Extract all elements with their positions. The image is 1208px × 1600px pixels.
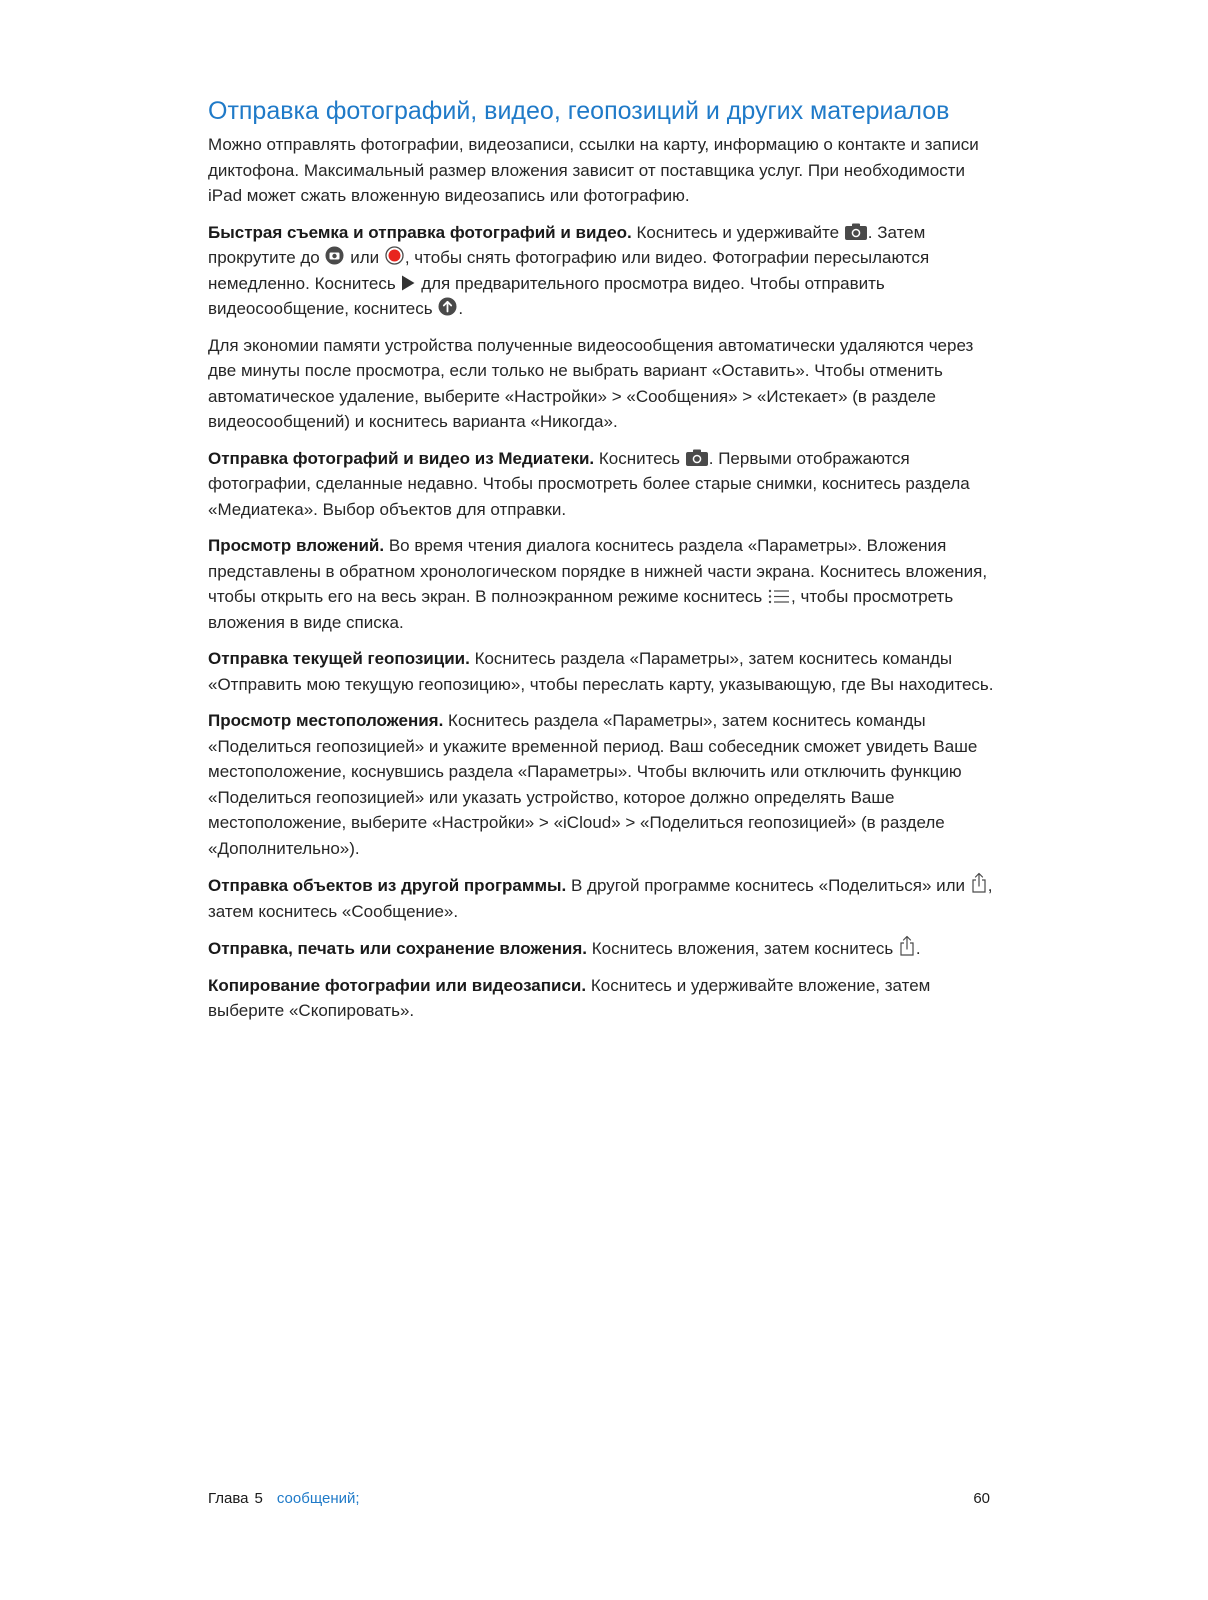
paragraph-text: , чтобы просмотреть вложения в виде списка. [208, 587, 954, 632]
paragraph-text: , затем коснитесь «Сообщение». [208, 876, 993, 921]
paragraph-heading: Отправка, печать или сохранение вложения. [208, 939, 587, 958]
paragraph-heading: Быстрая съемка и отправка фотографий и видео. [208, 222, 632, 242]
paragraph-text: или [345, 248, 384, 267]
paragraph-text: Коснитесь и удерживайте вложение, затем выберите «Скопировать». [208, 975, 931, 1020]
shutter-icon [325, 246, 344, 265]
section-title: Отправка фотографий, видео, геопозиций и других материалов [208, 97, 950, 125]
paragraph-heading: Отправка объектов из другой программы. [208, 876, 567, 895]
play-icon [401, 275, 415, 291]
paragraph-library [208, 446, 998, 523]
paragraph-auto-delete: Для экономии памяти устройства полученные видеосообщения автоматически удаляются через две минуты после просмотра, если только не выбрать вариант «Оставить». Чтобы отменить автоматическое удаление, выберите «Настройки» > «Сообщения» > «Истекает» (в разделе видеосообщений) и коснитесь варианта «Никогда». [208, 335, 974, 431]
paragraph-text: . [458, 299, 464, 318]
paragraph-heading: Просмотр местоположения. [208, 711, 444, 730]
paragraph-view-location [208, 708, 998, 861]
page-number: 60 [973, 1490, 990, 1507]
paragraph-text: . [915, 939, 921, 958]
paragraph-text: В другой программе коснитесь «Поделиться» или [566, 876, 970, 895]
document-page [208, 94, 998, 1035]
footer-chapter-link[interactable]: сообщений; [276, 1490, 360, 1507]
share-icon [899, 935, 915, 956]
footer-chapter-number: 5 [254, 1490, 263, 1507]
share-icon [971, 872, 987, 893]
list-icon [768, 589, 790, 604]
send-arrow-icon [438, 297, 457, 316]
paragraph-text: . Затем прокрутите до [208, 222, 926, 267]
paragraph-send-location [208, 646, 998, 697]
paragraph-text: Коснитесь [594, 448, 685, 468]
paragraph-text: Во время чтения диалога коснитесь раздела «Параметры». Вложения представлены в обратном хронологическом порядке в нижней части экрана. Коснитесь вложения, чтобы открыть его на весь экран. В полноэкранном режиме коснитесь [208, 536, 988, 606]
paragraph-text: Коснитесь и удерживайте [631, 222, 844, 242]
paragraph-text: Коснитесь раздела «Параметры», затем коснитесь команды «Поделиться геопозицией» и укажите временной период. Ваш собеседник сможет увидеть Ваше местоположение, коснувшись раздела «Параметры». Чтобы включить или отключить функцию «Поделиться геопозицией» или указать устройство, которое должно определять Ваше местоположение, выберите «Настройки» > «iCloud» > «Поделиться геопозицией» (в разделе «Дополнительно»). [208, 711, 978, 858]
camera-icon [845, 223, 867, 240]
paragraph-share-attachment [208, 935, 998, 962]
footer-chapter-label: Глава [208, 1490, 249, 1507]
page-footer [208, 1489, 990, 1509]
paragraph-heading: Отправка текущей геопозиции. [208, 649, 470, 668]
paragraph-heading: Копирование фотографии или видеозаписи. [208, 975, 587, 995]
paragraph-other-app [208, 872, 998, 924]
camera-icon [686, 449, 708, 466]
intro-paragraph: Можно отправлять фотографии, видеозаписи, ссылки на карту, информацию о контакте и записи диктофона. Максимальный размер вложения зависит от поставщика услуг. При необходимости iPad может сжать вложенную видеозапись или фотографию. [208, 135, 979, 205]
paragraph-copy [208, 973, 998, 1024]
paragraph-text: Коснитесь вложения, затем коснитесь [587, 939, 898, 958]
paragraph-heading: Отправка фотографий и видео из Медиатеки. [208, 448, 595, 468]
paragraph-heading: Просмотр вложений. [208, 536, 385, 555]
paragraph-quick-capture [208, 220, 998, 322]
paragraph-text: для предварительного просмотра видео. Чтобы отправить видеосообщение, коснитесь [208, 273, 885, 318]
paragraph-text: . Первыми отображаются фотографии, сделанные недавно. Чтобы просмотреть более старые снимки, коснитесь раздела «Медиатека». Выбор объектов для отправки. [208, 448, 970, 519]
paragraph-attachments [208, 533, 998, 635]
paragraph-text: , чтобы снять фотографию или видео. Фотографии пересылаются немедленно. Коснитесь [208, 248, 930, 293]
record-icon [385, 246, 404, 265]
paragraph-text: Коснитесь раздела «Параметры», затем коснитесь команды «Отправить мою текущую геопозицию», чтобы переслать карту, указывающую, где Вы находитесь. [208, 649, 994, 694]
